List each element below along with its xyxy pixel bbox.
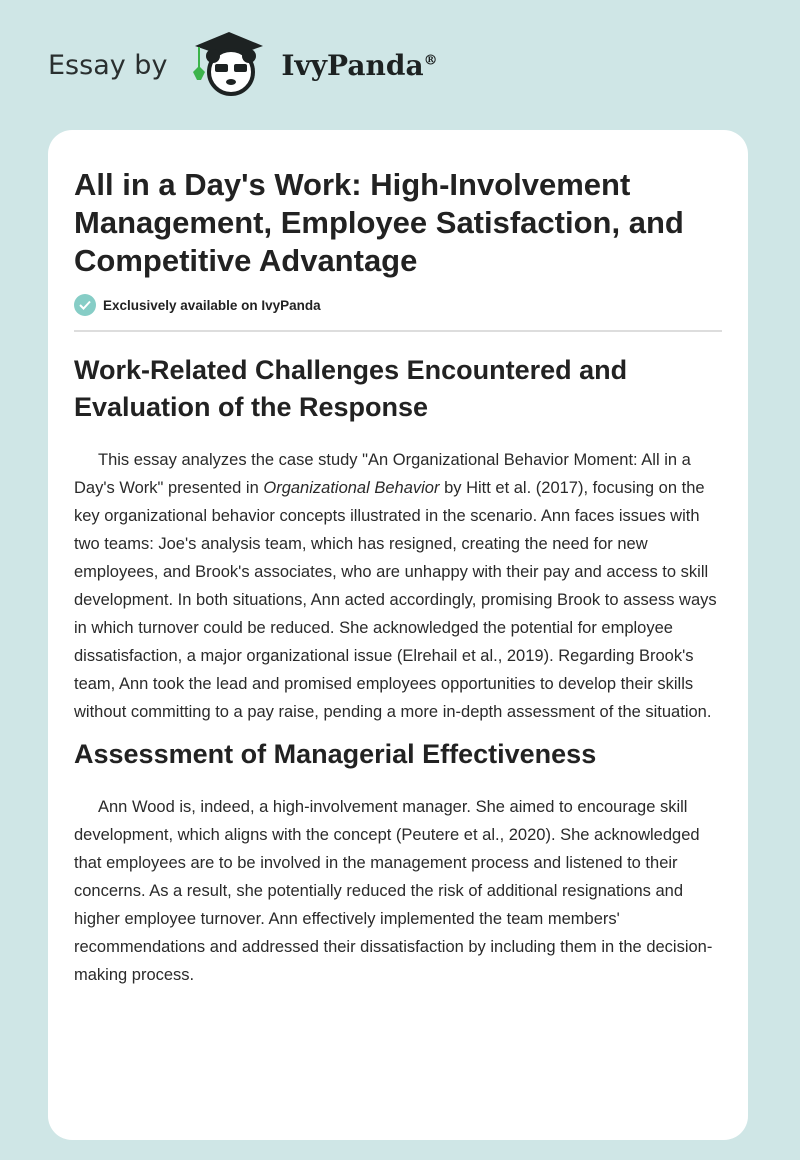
paragraph-text: This essay analyzes the case study "An Organizational Behavior Moment: All in a Day's Work" presented in (74, 451, 691, 497)
paragraph-text: by Hitt et al. (2017), focusing on the key organizational behavior concepts illustrated in the scenario. Ann faces issues with two teams: Joe's analysis team, which has resigned, creating the need for new employees, and Brook's associates, who are unhappy with their pay and access to skill development. In both situations, Ann acted accordingly, promising Brook to assess ways in which turnover could be reduced. She acknowledged the potential for employee dissatisfaction, a major organizational issue (Elrehail et al., 2019). Regarding Brook's team, Ann took the lead and promised employees opportunities to develop their skills without committing to a pay raise, pending a more in-depth assessment of the situation. (74, 479, 717, 721)
essay-by-label: Essay by (48, 49, 168, 81)
brand-name[interactable] (281, 49, 437, 82)
exclusive-badge (74, 294, 722, 316)
book-title: Organizational Behavior (263, 479, 440, 497)
site-header (48, 30, 438, 100)
section-heading: Work-Related Challenges Encountered and Evaluation of the Response (74, 355, 628, 422)
divider (74, 330, 722, 332)
panda-logo-icon[interactable] (187, 28, 271, 103)
brand-text: IvyPanda (281, 48, 424, 82)
essay-title: All in a Day's Work: High-Involvement Management, Employee Satisfaction, and Competitive Advantage (74, 167, 684, 278)
essay-card (48, 130, 748, 1140)
registered-mark: ® (423, 52, 438, 69)
badge-text: Exclusively available on IvyPanda (103, 297, 321, 313)
check-icon (74, 294, 96, 316)
section-paragraph (74, 446, 722, 726)
section-heading: Assessment of Managerial Effectiveness (74, 739, 597, 769)
section-paragraph: Ann Wood is, indeed, a high-involvement manager. She aimed to encourage skill development, which aligns with the concept (Peutere et al., 2020). She acknowledged that employees are to be involved in the management process and listened to their concerns. As a result, she potentially reduced the risk of additional resignations and higher employee turnover. Ann effectively implemented the team members' recommendations and addressed their dissatisfaction by including them in the decision-making process. (74, 798, 713, 984)
